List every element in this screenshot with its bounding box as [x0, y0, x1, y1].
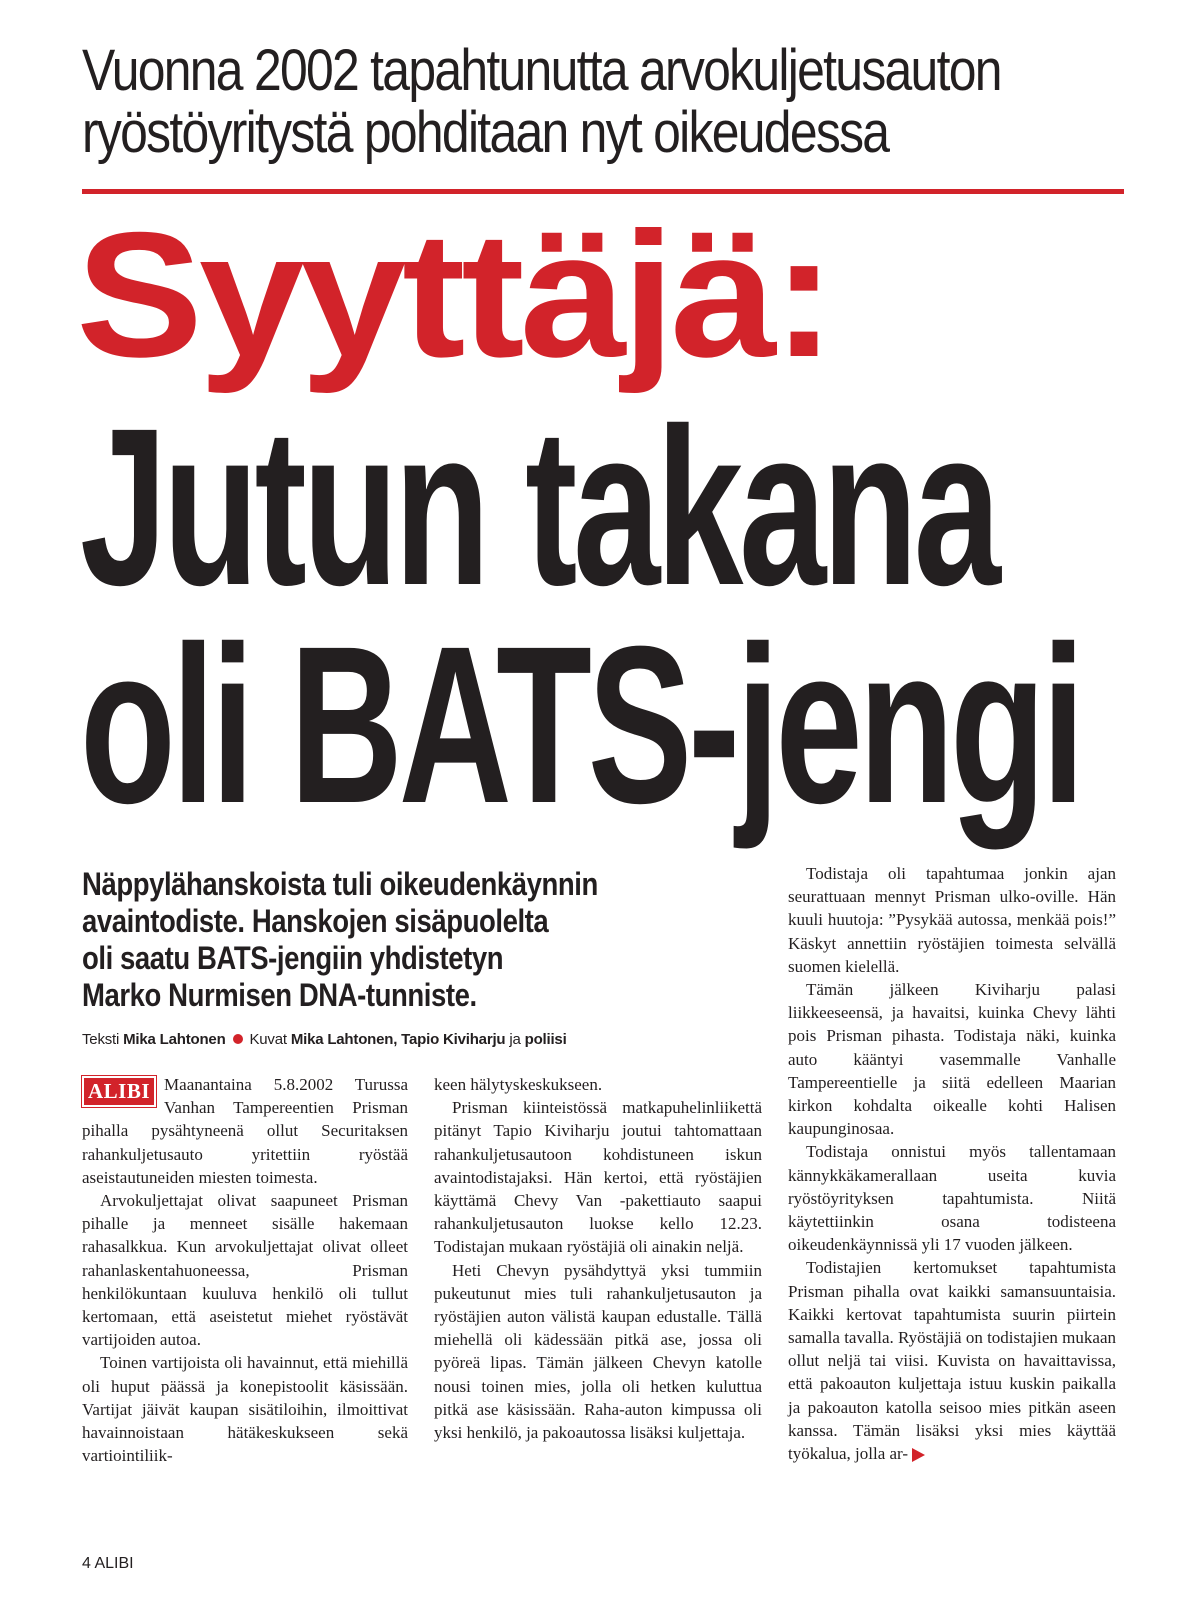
- photo-extra: poliisi: [524, 1031, 567, 1048]
- alibi-logo: ALIBI: [82, 1076, 156, 1107]
- col2-paragraph: Heti Chevyn pysähdyttyä yksi tummiin pukeutunut mies tuli rahankuljetusauton ja ryöstäjien auton välistä kaupan edustalle. Tällä miehellä oli kädessään pitkä ase, jossa oli pyöreä lipas. Tämän jälkeen Chevyn katolle nousi toinen mies, jolla oli hetken kuluttua pitkä ase käsissään. Raha-auton kimpussa oli yksi henkilö, ja pakoautossa lisäksi kuljettaja.: [434, 1260, 762, 1443]
- article-column-2: [434, 1073, 762, 1444]
- headline-main: [80, 382, 1081, 850]
- kicker: [82, 38, 1001, 165]
- col2-paragraph: Prisman kiinteistössä matkapuhelinliikettä pitänyt Tapio Kiviharju joutui tahtomattaan rahankuljetusautoon kohdistuneen iskun avaintodistajaksi. Hän kertoi, että ryöstäjien käyttämä Chevy Van -pakettiauto saapui rahankuljetusauton luokse kello 12.23. Todistajan mukaan ryöstäjiä oli ainakin neljä.: [434, 1098, 762, 1257]
- photo-authors: Mika Lahtonen, Tapio Kiviharju: [290, 1031, 506, 1048]
- lead-paragraph: [82, 866, 667, 1014]
- headline-red: Syyttäjä:: [76, 195, 832, 394]
- kicker-line-2: ryöstöyritystä pohditaan nyt oikeudessa: [82, 100, 889, 165]
- headline-line-2: oli BATS-jengi: [80, 600, 1081, 850]
- text-label: Teksti: [82, 1031, 120, 1048]
- col3-paragraph-last: [788, 1256, 1116, 1465]
- lead-line-1: Näppylähanskoista tuli oikeudenkäynnin: [82, 866, 598, 902]
- col3-paragraph: Todistaja oli tapahtumaa jonkin ajan seurattuaan mennyt Prisman ulko-oville. Hän kuuli huutoja: ”Pysykää autossa, menkää pois!” Käskyt annettiin ryöstäjien toimesta selvällä suomen kielellä.: [788, 864, 1116, 976]
- col2-paragraph: keen hälytyskeskukseen.: [434, 1075, 603, 1094]
- lead-line-4: Marko Nurmisen DNA-tunniste.: [82, 977, 477, 1013]
- photo-label: Kuvat: [249, 1031, 287, 1048]
- col1-paragraph: Maanantaina 5.8.2002 Turussa Vanhan Tampereentien Prisman pihalla pysähtyneenä ollut Securitaksen rahankuljetusauto yritettiin ryöstää aseistautuneiden miesten toimesta.: [82, 1075, 408, 1187]
- text-author: Mika Lahtonen: [123, 1031, 226, 1048]
- page-folio: 4 ALIBI: [82, 1555, 134, 1572]
- red-divider: [82, 189, 1124, 194]
- article-column-1: [82, 1073, 408, 1467]
- byline: [82, 1031, 567, 1048]
- col3-paragraph: Todistaja onnistui myös tallentamaan kännykkäkamerallaan useita kuvia ryöstöyrityksen tapahtumista. Niitä käytettiinkin osana todisteena oikeudenkäynnissä yli 17 vuoden jälkeen.: [788, 1142, 1116, 1255]
- lead-line-3: oli saatu BATS-jengiin yhdistetyn: [82, 940, 504, 976]
- col3-paragraph: Tämän jälkeen Kiviharju palasi liikkeeseensä, ja havaitsi, kuinka Chevy lähti pois Prisman pihasta. Todistaja näki, kuinka auto kääntyi vasemmalle Vanhalle Tampereentielle ja siitä edelleen Maarian kirkon kohdalta oikealle kohti Halisen kaupunginosaa.: [788, 980, 1116, 1139]
- article-column-3: [788, 862, 1116, 1465]
- col1-paragraph: Toinen vartijoista oli havainnut, että miehillä oli huput päässä ja konepistoolit käsissään. Vartijat jäivät kaupan sisätiloihin, ilmoittivat havainnoistaan hätäkeskukseen sekä vartiointiliik-: [82, 1353, 408, 1466]
- col1-paragraph: Arvokuljettajat olivat saapuneet Prisman pihalle ja menneet sisälle hakemaan rahasalkkua. Kun arvokuljettajat olivat olleet rahanlaskentahuoneessa, Prisman henkilökuntaan kuuluva henkilö oli tullut kertomaan, että aseistetut miehet ryöstävät vartijoiden autoa.: [82, 1191, 408, 1350]
- lead-line-2: avaintodiste. Hanskojen sisäpuolelta: [82, 903, 549, 939]
- kicker-line-1: Vuonna 2002 tapahtunutta arvokuljetusauton: [82, 38, 1001, 103]
- credits-and: ja: [509, 1031, 521, 1048]
- col3-last-text: Todistajien kertomukset tapahtumista Prisman pihalla ovat kaikki samansuuntaisia. Kaikki kertovat tapahtumista suurin piirtein samalla tavalla. Ryöstäjiä on todistajien mukaan ollut neljä tai viisi. Kuvista on havaittavissa, että pakoauton kuljettaja istuu kuskin paikalla ja pakoauton katolla seisoo mies pitkän aseen kanssa. Tämän lisäksi yksi mies käyttää työkalua, jolla ar-: [788, 1258, 1116, 1464]
- bullet-dot-icon: [233, 1034, 243, 1044]
- headline-line-1: Jutun takana: [80, 382, 997, 632]
- continue-arrow-icon: [912, 1448, 925, 1462]
